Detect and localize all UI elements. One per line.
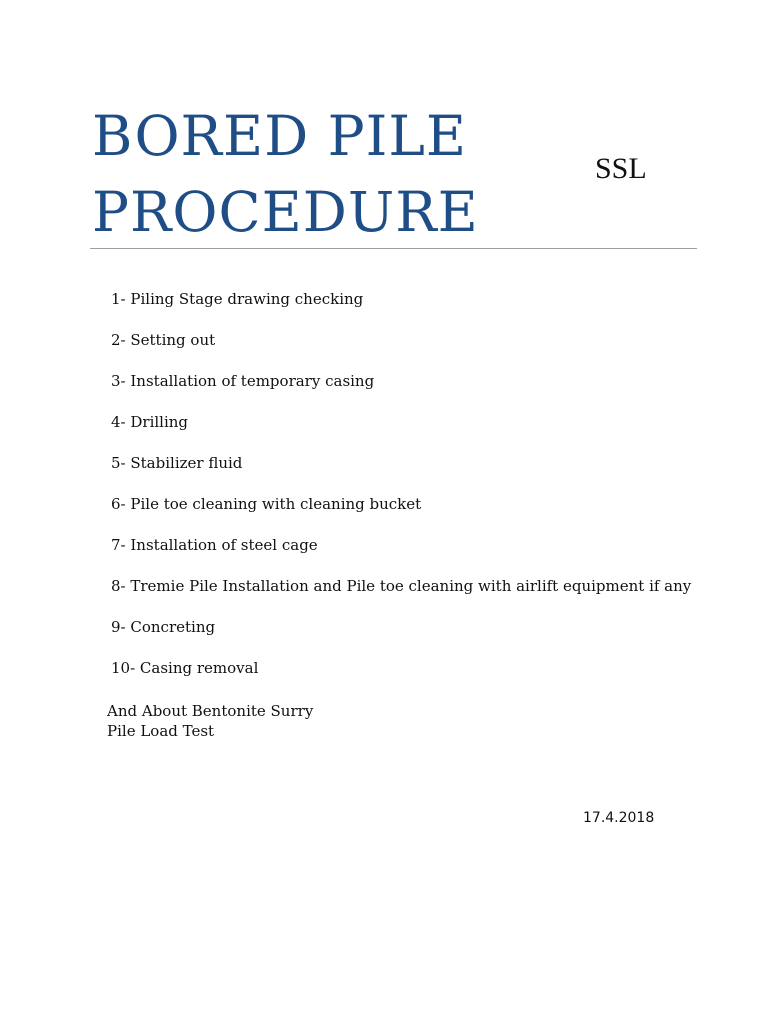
procedure-step: 10- Casing removal [111, 659, 259, 677]
procedure-step: 4- Drilling [111, 413, 189, 431]
title-line-2: PROCEDURE [92, 180, 479, 244]
procedure-step: 3- Installation of temporary casing [111, 372, 375, 390]
title-line-1: BORED PILE [92, 104, 468, 168]
note-bentonite: And About Bentonite Surry [107, 702, 314, 720]
organization-label: SSL [595, 152, 647, 185]
note-load-test: Pile Load Test [107, 722, 215, 740]
title-divider [90, 248, 697, 249]
procedure-step: 6- Pile toe cleaning with cleaning bucket [111, 495, 422, 513]
procedure-step: 1- Piling Stage drawing checking [111, 290, 364, 308]
procedure-step: 7- Installation of steel cage [111, 536, 318, 554]
document-date: 17.4.2018 [583, 810, 655, 826]
procedure-step: 9- Concreting [111, 618, 216, 636]
document-title [92, 98, 479, 250]
procedure-step: 2- Setting out [111, 331, 216, 349]
additional-notes [107, 701, 313, 741]
procedure-step: 8- Tremie Pile Installation and Pile toe cleaning with airlift equipment if any [111, 577, 692, 595]
procedure-steps-list [111, 286, 691, 696]
procedure-step: 5- Stabilizer fluid [111, 454, 243, 472]
